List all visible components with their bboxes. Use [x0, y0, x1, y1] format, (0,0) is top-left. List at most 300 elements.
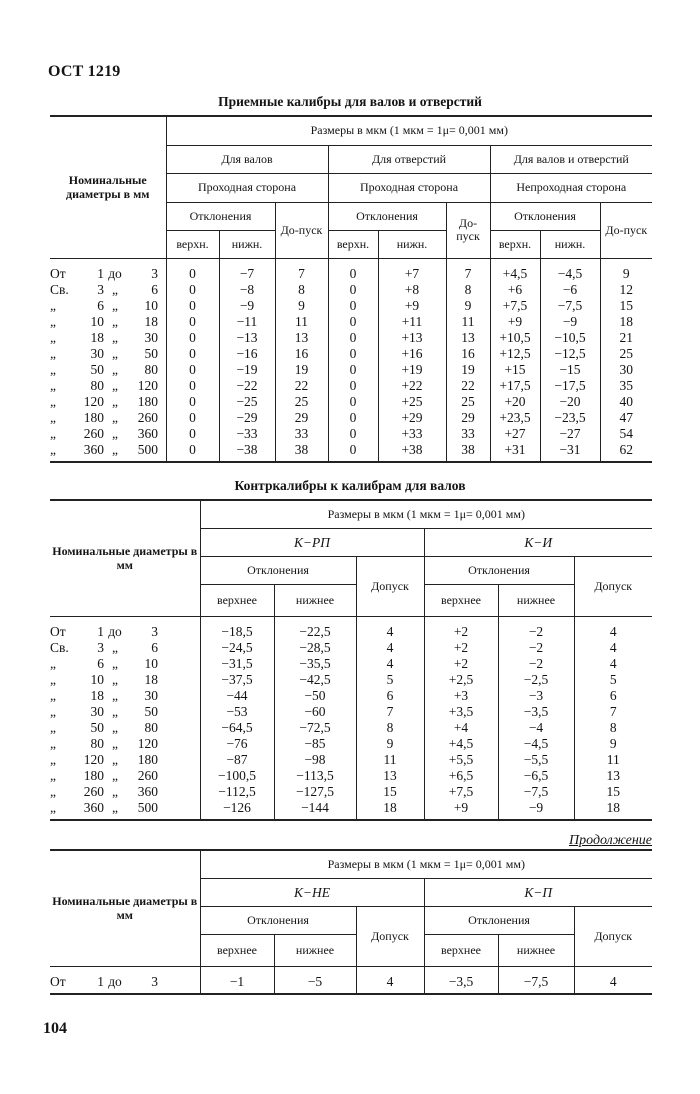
value-cell: 4: [356, 656, 424, 672]
diameter-range-part: 260: [137, 767, 158, 783]
diameter-range-part: 80: [90, 735, 104, 751]
units-header: Размеры в мкм (1 мкм = 1μ= 0,001 мм): [200, 850, 652, 878]
value-cell: 6: [356, 688, 424, 704]
diameter-range-part: „: [50, 799, 56, 815]
group-header-shafts-holes: Для валов и отверстий: [490, 145, 652, 173]
table-row: [50, 768, 652, 784]
value-cell: −2: [498, 640, 574, 656]
tolerance-header: До-пуск: [275, 202, 328, 258]
table-row: [50, 672, 652, 688]
value-cell: −24,5: [200, 640, 274, 656]
diameter-range-part: до: [108, 973, 122, 989]
tolerance-header: До-пуск: [446, 202, 490, 258]
upper-header: верхнее: [424, 584, 498, 616]
value-cell: 4: [356, 616, 424, 640]
continuation-label: Продолжение: [569, 833, 652, 848]
value-cell: 0: [328, 258, 378, 282]
diameter-range-part: „: [50, 783, 56, 799]
value-cell: 0: [328, 410, 378, 426]
value-cell: 0: [328, 362, 378, 378]
diameter-range: [50, 282, 166, 298]
diameter-range-part: 260: [137, 409, 158, 425]
value-cell: 4: [356, 966, 424, 994]
value-cell: +9: [490, 314, 540, 330]
value-cell: 5: [574, 672, 652, 688]
value-cell: 15: [574, 784, 652, 800]
diameter-range-part: „: [50, 313, 56, 329]
table-row: [50, 640, 652, 656]
diameter-range-part: „: [112, 297, 118, 313]
value-cell: −25: [219, 394, 275, 410]
units-header: Размеры в мкм (1 мкм = 1μ= 0,001 мм): [200, 500, 652, 528]
value-cell: −17,5: [540, 378, 600, 394]
table-row: [50, 394, 652, 410]
deviations-header: Отклонения: [166, 202, 275, 230]
value-cell: −3,5: [424, 966, 498, 994]
lower-header: нижн.: [540, 230, 600, 258]
value-cell: −9: [540, 314, 600, 330]
value-cell: +33: [378, 426, 446, 442]
tolerance-header: Допуск: [356, 906, 424, 966]
value-cell: 0: [328, 282, 378, 298]
table-row: [50, 688, 652, 704]
table-row: [50, 616, 652, 640]
diameter-range: [50, 298, 166, 314]
value-cell: 29: [275, 410, 328, 426]
group-header-k-rp: К−РП: [200, 528, 424, 556]
value-cell: +19: [378, 362, 446, 378]
value-cell: −8: [219, 282, 275, 298]
diameter-range-part: „: [112, 719, 118, 735]
value-cell: 0: [166, 362, 219, 378]
value-cell: −72,5: [274, 720, 356, 736]
diameter-range-part: 260: [83, 425, 104, 441]
value-cell: 22: [446, 378, 490, 394]
value-cell: −2,5: [498, 672, 574, 688]
diameter-range: [50, 704, 200, 720]
table-row: [50, 966, 652, 994]
table2-caption: Контркалибры к калибрам для валов: [234, 478, 466, 493]
value-cell: +2: [424, 656, 498, 672]
diameter-range-part: 360: [83, 799, 104, 815]
diameter-range-part: „: [112, 393, 118, 409]
diameter-range-part: 6: [151, 281, 158, 297]
value-cell: −9: [498, 800, 574, 820]
value-cell: −144: [274, 800, 356, 820]
diameter-range-part: „: [112, 799, 118, 815]
value-cell: −127,5: [274, 784, 356, 800]
value-cell: 18: [600, 314, 652, 330]
diameter-range: [50, 378, 166, 394]
value-cell: −112,5: [200, 784, 274, 800]
value-cell: +6,5: [424, 768, 498, 784]
value-cell: −18,5: [200, 616, 274, 640]
diameter-range: [50, 688, 200, 704]
tolerance-header: Допуск: [574, 906, 652, 966]
value-cell: −3: [498, 688, 574, 704]
value-cell: 9: [446, 298, 490, 314]
diameter-range-part: 120: [83, 751, 104, 767]
value-cell: −11: [219, 314, 275, 330]
value-cell: 0: [166, 314, 219, 330]
value-cell: 7: [275, 258, 328, 282]
lower-header: нижнее: [274, 584, 356, 616]
table2-body: [50, 616, 652, 820]
value-cell: +2: [424, 640, 498, 656]
value-cell: 0: [328, 394, 378, 410]
diameter-range-part: „: [50, 671, 56, 687]
value-cell: −113,5: [274, 768, 356, 784]
diameter-range-part: 3: [97, 639, 104, 655]
diameter-range-part: „: [50, 329, 56, 345]
value-cell: −29: [219, 410, 275, 426]
value-cell: 11: [574, 752, 652, 768]
value-cell: +4,5: [424, 736, 498, 752]
diameter-range-part: Св.: [50, 639, 69, 655]
table-row: [50, 346, 652, 362]
value-cell: +31: [490, 442, 540, 462]
upper-header: верхнее: [424, 934, 498, 966]
diameter-range-part: 3: [97, 281, 104, 297]
value-cell: 7: [574, 704, 652, 720]
value-cell: 0: [328, 346, 378, 362]
diameter-range-part: 260: [83, 783, 104, 799]
value-cell: 15: [356, 784, 424, 800]
value-cell: 13: [446, 330, 490, 346]
diameter-range-part: „: [112, 441, 118, 457]
value-cell: −33: [219, 426, 275, 442]
value-cell: −12,5: [540, 346, 600, 362]
value-cell: 33: [275, 426, 328, 442]
value-cell: 30: [600, 362, 652, 378]
group-header-k-ne: К−НЕ: [200, 878, 424, 906]
diameter-range-part: 6: [151, 639, 158, 655]
value-cell: 38: [446, 442, 490, 462]
table-row: [50, 258, 652, 282]
diameter-range-part: 30: [90, 703, 104, 719]
table-row: [50, 800, 652, 820]
value-cell: −87: [200, 752, 274, 768]
diameter-range-part: 80: [90, 377, 104, 393]
value-cell: −35,5: [274, 656, 356, 672]
diameter-range-part: „: [50, 425, 56, 441]
value-cell: −7,5: [498, 784, 574, 800]
value-cell: 0: [166, 258, 219, 282]
diameter-range-part: 500: [137, 799, 158, 815]
diameter-range-part: 30: [144, 687, 158, 703]
tolerance-header: Допуск: [574, 556, 652, 616]
diameter-range-part: 50: [90, 719, 104, 735]
upper-header: верхн.: [328, 230, 378, 258]
diameter-range-part: 1: [97, 973, 104, 989]
value-cell: +25: [378, 394, 446, 410]
value-cell: +12,5: [490, 346, 540, 362]
diameter-range-part: „: [112, 639, 118, 655]
diameter-range-part: 50: [144, 345, 158, 361]
diameter-header: Номинальные диаметры в мм: [50, 116, 166, 258]
value-cell: 0: [166, 426, 219, 442]
value-cell: 0: [166, 394, 219, 410]
diameter-range: [50, 616, 200, 640]
diameter-range: [50, 656, 200, 672]
value-cell: +2,5: [424, 672, 498, 688]
diameter-range-part: 30: [90, 345, 104, 361]
group-header-k-i: К−И: [424, 528, 652, 556]
side-header-nogo: Непроходная сторона: [490, 173, 652, 202]
diameter-range-part: 50: [90, 361, 104, 377]
diameter-range-part: „: [112, 783, 118, 799]
diameter-range-part: „: [112, 313, 118, 329]
value-cell: 13: [574, 768, 652, 784]
value-cell: +27: [490, 426, 540, 442]
diameter-range-part: „: [50, 687, 56, 703]
diameter-range-part: От: [50, 973, 66, 989]
value-cell: +9: [378, 298, 446, 314]
lower-header: нижн.: [378, 230, 446, 258]
diameter-range-part: „: [112, 767, 118, 783]
diameter-range-part: 120: [137, 735, 158, 751]
value-cell: −4: [498, 720, 574, 736]
table-row: [50, 282, 652, 298]
diameter-range: [50, 768, 200, 784]
diameter-range-part: „: [50, 377, 56, 393]
value-cell: +15: [490, 362, 540, 378]
value-cell: 9: [275, 298, 328, 314]
diameter-range-part: 360: [137, 425, 158, 441]
diameter-range-part: 1: [97, 623, 104, 639]
value-cell: 4: [574, 966, 652, 994]
upper-header: верхн.: [490, 230, 540, 258]
diameter-range: [50, 426, 166, 442]
value-cell: −76: [200, 736, 274, 752]
value-cell: +7,5: [490, 298, 540, 314]
value-cell: 11: [446, 314, 490, 330]
diameter-range-part: „: [112, 329, 118, 345]
diameter-range-part: „: [50, 655, 56, 671]
deviations-header: Отклонения: [200, 906, 356, 934]
diameter-range-part: 10: [90, 671, 104, 687]
value-cell: 9: [600, 258, 652, 282]
diameter-range-part: „: [50, 441, 56, 457]
value-cell: +13: [378, 330, 446, 346]
diameter-range-part: „: [50, 751, 56, 767]
value-cell: 0: [166, 410, 219, 426]
diameter-range-part: 80: [144, 719, 158, 735]
diameter-range-part: 180: [137, 393, 158, 409]
table-row: [50, 330, 652, 346]
value-cell: 62: [600, 442, 652, 462]
value-cell: 0: [166, 442, 219, 462]
diameter-range-part: 10: [90, 313, 104, 329]
side-header-go: Проходная сторона: [166, 173, 328, 202]
lower-header: нижнее: [498, 584, 574, 616]
diameter-range-part: 360: [83, 441, 104, 457]
diameter-range: [50, 330, 166, 346]
value-cell: −5: [274, 966, 356, 994]
value-cell: +16: [378, 346, 446, 362]
value-cell: 0: [166, 346, 219, 362]
diameter-range-part: 6: [97, 297, 104, 313]
table-row: [50, 410, 652, 426]
value-cell: −37,5: [200, 672, 274, 688]
table-row: [50, 720, 652, 736]
diameter-range-part: до: [108, 265, 122, 281]
value-cell: +4: [424, 720, 498, 736]
table-row: [50, 378, 652, 394]
value-cell: 8: [574, 720, 652, 736]
value-cell: 18: [356, 800, 424, 820]
value-cell: 18: [574, 800, 652, 820]
value-cell: −7,5: [498, 966, 574, 994]
diameter-range-part: 360: [137, 783, 158, 799]
deviations-header: Отклонения: [490, 202, 600, 230]
value-cell: +23,5: [490, 410, 540, 426]
diameter-range: [50, 720, 200, 736]
value-cell: 8: [356, 720, 424, 736]
value-cell: 13: [275, 330, 328, 346]
table-row: [50, 426, 652, 442]
diameter-range-part: 18: [144, 671, 158, 687]
table-row: [50, 656, 652, 672]
diameter-range-part: „: [50, 393, 56, 409]
value-cell: 22: [275, 378, 328, 394]
diameter-range: [50, 752, 200, 768]
value-cell: +5,5: [424, 752, 498, 768]
value-cell: 7: [446, 258, 490, 282]
value-cell: −2: [498, 616, 574, 640]
value-cell: +11: [378, 314, 446, 330]
tolerance-header: До-пуск: [600, 202, 652, 258]
diameter-range-part: Св.: [50, 281, 69, 297]
value-cell: −20: [540, 394, 600, 410]
diameter-range-part: 120: [83, 393, 104, 409]
diameter-range-part: „: [112, 409, 118, 425]
diameter-range-part: „: [112, 281, 118, 297]
value-cell: 0: [166, 378, 219, 394]
diameter-range-part: 18: [144, 313, 158, 329]
value-cell: −4,5: [540, 258, 600, 282]
diameter-range: [50, 736, 200, 752]
value-cell: −64,5: [200, 720, 274, 736]
diameter-range-part: 18: [90, 687, 104, 703]
value-cell: 16: [446, 346, 490, 362]
page-number: 104: [43, 1020, 67, 1037]
value-cell: +29: [378, 410, 446, 426]
upper-header: верхнее: [200, 584, 274, 616]
diameter-range-part: От: [50, 265, 66, 281]
table-row: [50, 736, 652, 752]
value-cell: −53: [200, 704, 274, 720]
value-cell: 4: [574, 656, 652, 672]
value-cell: 33: [446, 426, 490, 442]
diameter-range-part: 18: [90, 329, 104, 345]
value-cell: +7: [378, 258, 446, 282]
table-row: [50, 704, 652, 720]
diameter-range: [50, 966, 200, 994]
value-cell: −42,5: [274, 672, 356, 688]
value-cell: 0: [328, 426, 378, 442]
diameter-header: Номинальные диаметры в мм: [50, 850, 200, 966]
value-cell: +9: [424, 800, 498, 820]
value-cell: 8: [275, 282, 328, 298]
lower-header: нижнее: [274, 934, 356, 966]
value-cell: 9: [356, 736, 424, 752]
diameter-range-part: „: [112, 703, 118, 719]
value-cell: −13: [219, 330, 275, 346]
value-cell: 4: [574, 640, 652, 656]
value-cell: −6,5: [498, 768, 574, 784]
table1-caption: Приемные калибры для валов и отверстий: [218, 94, 482, 109]
value-cell: +20: [490, 394, 540, 410]
value-cell: +3,5: [424, 704, 498, 720]
value-cell: −7: [219, 258, 275, 282]
value-cell: 25: [446, 394, 490, 410]
value-cell: 54: [600, 426, 652, 442]
upper-header: верхн.: [166, 230, 219, 258]
value-cell: +6: [490, 282, 540, 298]
diameter-range-part: „: [112, 671, 118, 687]
value-cell: +7,5: [424, 784, 498, 800]
value-cell: −100,5: [200, 768, 274, 784]
diameter-range-part: 3: [151, 265, 158, 281]
deviations-header: Отклонения: [328, 202, 446, 230]
value-cell: +3: [424, 688, 498, 704]
diameter-range-part: 120: [137, 377, 158, 393]
value-cell: 47: [600, 410, 652, 426]
diameter-range: [50, 394, 166, 410]
value-cell: 11: [275, 314, 328, 330]
diameter-range-part: 6: [97, 655, 104, 671]
side-header-go: Проходная сторона: [328, 173, 490, 202]
diameter-range: [50, 442, 166, 462]
value-cell: 9: [574, 736, 652, 752]
diameter-range-part: „: [112, 735, 118, 751]
diameter-range-part: „: [112, 751, 118, 767]
diameter-range-part: „: [112, 345, 118, 361]
value-cell: −3,5: [498, 704, 574, 720]
diameter-range-part: 180: [83, 767, 104, 783]
value-cell: −2: [498, 656, 574, 672]
value-cell: +4,5: [490, 258, 540, 282]
value-cell: 4: [356, 640, 424, 656]
value-cell: 0: [166, 282, 219, 298]
diameter-range-part: 3: [151, 623, 158, 639]
value-cell: 40: [600, 394, 652, 410]
value-cell: 0: [328, 298, 378, 314]
diameter-range-part: „: [112, 687, 118, 703]
value-cell: +17,5: [490, 378, 540, 394]
diameter-range: [50, 258, 166, 282]
table-row: [50, 752, 652, 768]
diameter-range-part: 180: [83, 409, 104, 425]
diameter-range-part: „: [50, 361, 56, 377]
table-row: [50, 362, 652, 378]
diameter-range-part: 10: [144, 655, 158, 671]
value-cell: 7: [356, 704, 424, 720]
table-row: [50, 298, 652, 314]
value-cell: 35: [600, 378, 652, 394]
value-cell: 11: [356, 752, 424, 768]
value-cell: 25: [600, 346, 652, 362]
diameter-range-part: 1: [97, 265, 104, 281]
value-cell: 8: [446, 282, 490, 298]
value-cell: 0: [166, 330, 219, 346]
diameter-range: [50, 640, 200, 656]
value-cell: 29: [446, 410, 490, 426]
value-cell: −4,5: [498, 736, 574, 752]
diameter-range-part: 180: [137, 751, 158, 767]
diameter-range-part: „: [112, 377, 118, 393]
